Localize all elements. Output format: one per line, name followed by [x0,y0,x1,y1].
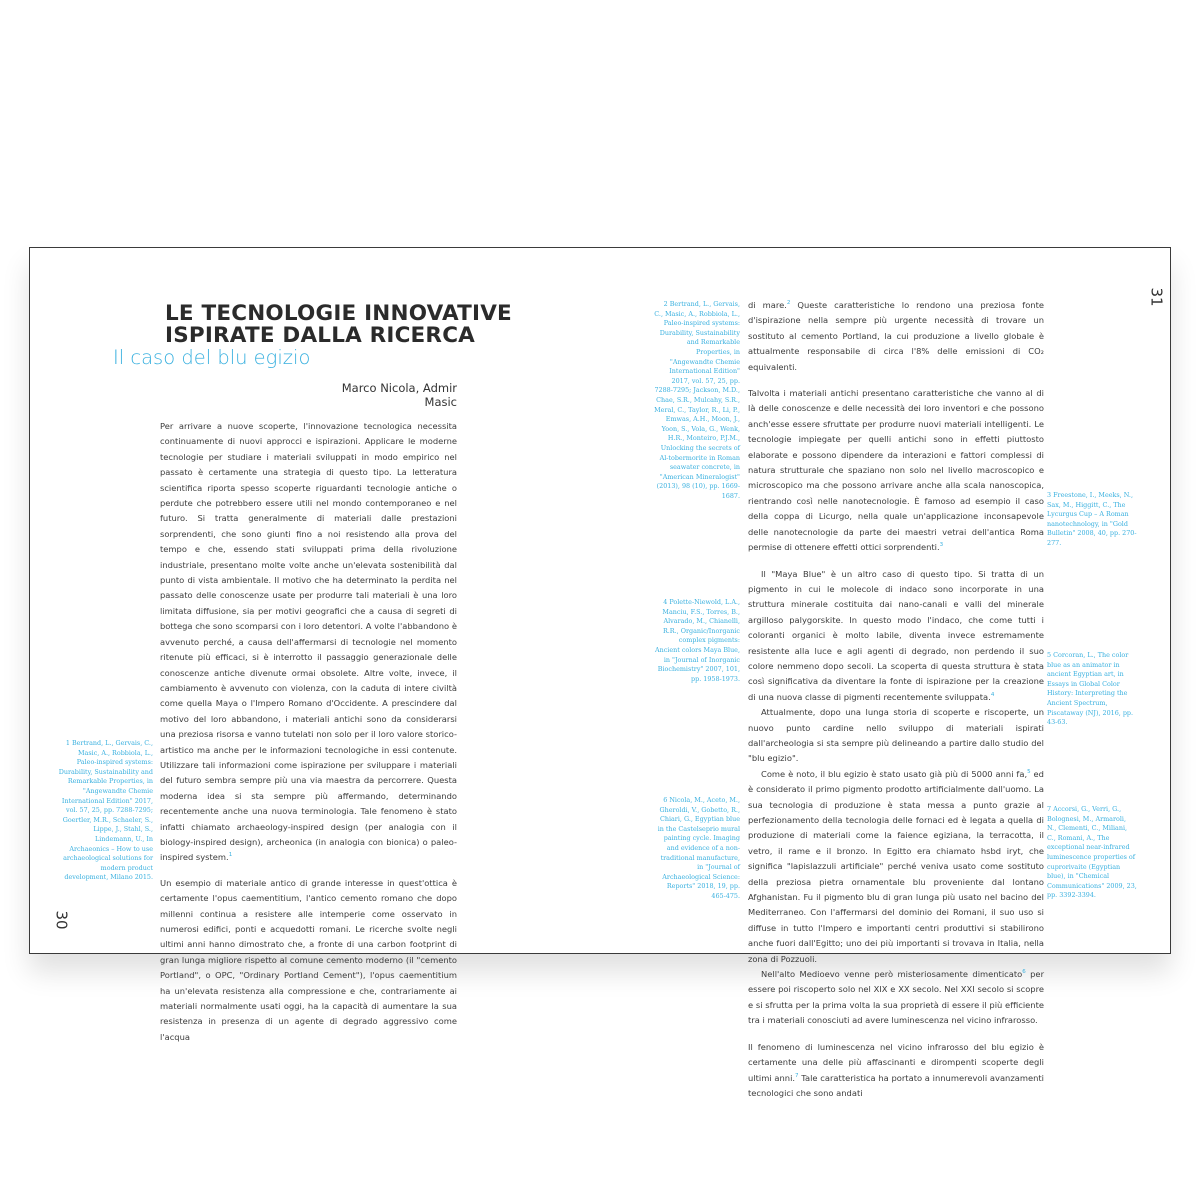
title-line-1: LE TECNOLOGIE INNOVATIVE [165,301,512,326]
footnote-5: 5 Corcoran, L., The color blue as an animator in ancient Egyptian art, in Essays in Global Color History: Interpreting the Ancient Spectrum, Piscataway (NJ), 2016, pp. 43-63. [1047,651,1134,727]
paragraph: Come è noto, il blu egizio è stato usato già più di 5000 anni fa,$^5$ ed è considerato il primo pigmento prodotto artificialmente dall'uomo. La sua tecnologia di produzione è stata messa a punto grazie al perfezionamento della tecnologia delle fornaci ed è legata a quella di produzione di materiali come la faience egiziana, la terracotta, il vetro, il rame e il bronzo. In Egitto era chiamato hsbd iryt, che significa "lapislazzuli artificiale" perché veniva usato come sostituto della preziosa pietra ornamentale blu proveniente dal lontano Afghanistan. Fu il pigmento blu di gran lunga più usato nel bacino del Mediterraneo. Con l'affermarsi del dominio dei Romani, il suo uso si diffuse in tutto l'Impero e importanti centri produttivi si stabilirono anche fuori dall'Egitto; uno dei più importanti si trovava in Italia, nella zona di Pozzuoli. [748,768,1044,964]
paragraph: Attualmente, dopo una lunga storia di scoperte e riscoperte, un nuovo punto cardine nello sviluppo di materiali ispirati dall'archeologia si sta sempre più delineando a partire dallo studio del "blu egizio". [748,707,1044,764]
article-title [165,303,512,347]
magazine-spread [29,247,1171,1098]
footnote-ref: 6 [1022,969,1026,976]
article-authors: Marco Nicola, Admir Masic [341,381,457,409]
paragraph: Per arrivare a nuove scoperte, l'innovazione tecnologica necessita continuamente di nuovi approcci e ispirazioni. Applicare le moderne tecnologie per studiare i materiali sviluppati in modo empirico nel passato è certamente una strategia di questo tipo. La letteratura scientifica riporta spesso scoperte riguardanti tecnologie antiche o perdute che potrebbero essere utili nel mondo contemporaneo e nel futuro. Si tratta generalmente di materiali dalle prestazioni sorprendenti, che sono giunti fino a noi resistendo alla prova del tempo e che, essendo stati sviluppati prima della rivoluzione industriale, presentano molte volte anche un'elevata sostenibilità dal punto di vista ambientale. Il motivo che ha determinato la perdita nel passato delle conoscenze usate per produrre tali materiali è una loro limitata diffusione, sia per motivi geografici che a causa di segreti di bottega che sono scomparsi con i loro detentori. A volte l'abbandono è avvenuto perché, a causa dell'affermarsi di tecnologie nel momento ritenute più efficaci, si è interrotto il passaggio generazionale delle conoscenze antiche divenute ormai obsolete. Altre volte, invece, il cambiamento è avvenuto con violenza, con la caduta di intere civiltà come quella Maya o l'Impero Romano d'Occidente. A prescindere dal motivo del loro abbandono, i materiali antichi sono da considerarsi una preziosa risorsa e vanno tutelati non solo per il loro valore storico-artistico ma anche per le informazioni tecnologiche in essi contenute. Utilizzare tali informazioni come ispirazione per sviluppare i materiali del futuro sembra sempre più una via maestra da percorrere. Questa moderna idea si sta sempre più affermando, determinando recentemente anche una nuova terminologia. Tale fenomeno è stato infatti chiamato archaeology-inspired design (per analogia con il biology-inspired design), archeonica (in analogia con bionica) o paleo-inspired system.$^1$ [160,421,457,863]
footnote-ref: 1 [228,852,233,859]
footnote-ref: 5 [1027,769,1031,775]
footnote-7: 7 Accorsi, G., Verri, G., Bolognesi, M., Armaroli, N., Clementi, C., Miliani, C., Romani, A., The exceptional near-infrared luminescence properties of cuprorivaite (Egyptian blue), in "Chemical Communications" 2009, 23, pp. 3392-3394. [1047,805,1137,900]
footnote-3: 3 Freestone, I., Meeks, N., Sax, M., Higgitt, C., The Lycurgus Cup – A Roman nanotechnology, in "Gold Bulletin" 2008, 40, pp. 270-277. [1047,491,1137,547]
footnote-ref: 7 [795,1072,799,1079]
footnote-ref: 4 [990,691,995,698]
paragraph: di mare.$^2$ Queste caratteristiche lo rendono una preziosa fonte d'ispirazione nella sempre più urgente necessità di trovare un sostituto al cemento Portland, la cui produzione a livello globale è attualmente responsabile di circa l'8% delle emissioni di CO₂ equivalenti. [748,300,1044,372]
footnote-ref: 3 [939,542,944,549]
footnote-6: 6 Nicola, M., Aceto, M., Gheroldi, V., Gobetto, R., Chiari, G., Egyptian blue in the Castelseprio mural painting cycle. Imaging and evidence of a non-traditional manufacture, in "Journal of Archaeological Science: Reports" 2018, 19, pp. 465-475. [657,796,740,900]
footnote-ref: 2 [786,300,791,307]
footnote-2: 2 Bertrand, L., Gervais, C., Masic, A., Robbiola, L., Paleo-inspired systems: Durability, Sustainability and Remarkable Properties, in "Angewandte Chemie International Edition" 2017, vol. 57, 25, pp. 7288-7295; Jackson, M.D., Chae, S.R., Mulcahy, S.R., Meral, C., Taylor, R., Li, P., Emwas, A.H., Moon, J., Yoon, S., Vola, G., Wenk, H.R., Monteiro, P.J.M., Unlocking the secrets of Al-tobermorite in Roman seawater concrete, in "American Mineralogist" (2013), 98 (10), pp. 1669-1687. [654,300,740,500]
body-column-right [748,298,1044,1112]
paragraph: Talvolta i materiali antichi presentano caratteristiche che vanno al di là delle conoscenze e delle necessità dei loro inventori e che possono anch'esse essere sfruttate per produrre nuovi materiali intelligenti. Le tecnologie impiegate per quelli antichi sono in effetti piuttosto elaborate e possono dipendere da interazioni e fattori complessi di natura strutturale che spaziano non solo nel livello macroscopico e microscopico ma che possono arrivare anche alla scala nanoscopica, rientrando così nelle nanotecnologie. È famoso ad esempio il caso della coppa di Licurgo, nella quale un'applicazione inconsapevole delle nanotecnologie da parte dei maestri vetrai dell'antica Roma permise di ottenere effetti ottici sorprendenti.$^3$ [748,388,1044,553]
body-column-left [160,419,457,1056]
footnote-1: 1 Bertrand, L., Gervais, C., Masic, A., Robbiola, L., Paleo-inspired systems: Durability, Sustainability and Remarkable Properties, in "Angewandte Chemie International Edition" 2017, vol. 57, 25, pp. 7288-7295; Goertler, M.R., Schaeler, S., Lippe, J., Stahl, S., Lindemann, U., In Archaeonics – How to use archaeological solutions for modern product development, Milano 2015. [58,739,153,882]
paragraph: Il fenomeno di luminescenza nel vicino infrarosso del blu egizio è certamente una delle più affascinanti e dirompenti scoperte degli ultimi anni.$^7$ Tale caratteristica ha portato a innumerevoli avanzamenti tecnologici che sono andati [748,1041,1044,1098]
page-number-right: 31 [1147,287,1166,307]
paragraph: Nell'alto Medioevo venne però misteriosamente dimenticato$^6$ per essere poi riscoperto solo nel XIX e XX secolo. Nel XXI secolo si scopre e si sfrutta per la prima volta la sua proprietà di essere il più efficiente tra i materiali conosciuti ad avere luminescenza nel vicino infrarosso. [748,969,1044,1026]
article-subtitle: Il caso del blu egizio [113,346,311,369]
title-line-2: ISPIRATE DALLA RICERCA [165,323,476,348]
footnote-4: 4 Polette-Niewold, L.A., Manciu, F.S., Torres, B., Alvarado, M., Chianelli, R.R., Organic/Inorganic complex pigments: Ancient colors Maya Blue, in "Journal of Inorganic Biochemistry" 2007, 101, pp. 1958-1973. [654,598,740,683]
paragraph: Un esempio di materiale antico di grande interesse in quest'ottica è certamente l'opus caementitium, l'antico cemento romano che dopo millenni continua a resistere alle intemperie come osservato in numerosi edifici, ponti e acquedotti romani. Le ricerche svolte negli ultimi anni hanno dimostrato che, a fronte di una carbon footprint di gran lunga migliore rispetto al comune cemento moderno (il "cemento Portland", o OPC, "Ordinary Portland Cement"), l'opus caementitium ha un'elevata resistenza alla compressione e che, contrariamente ai materiali normalmente usati oggi, ha la capacità di aumentare la sua resistenza in presenza di un agente di degrado aggressivo come l'acqua [160,877,457,1042]
page-number-left: 30 [52,910,71,930]
paragraph: Il "Maya Blue" è un altro caso di questo tipo. Si tratta di un pigmento in cui le molecole di indaco sono incorporate in una struttura minerale costituita dai nano-canali e valli del minerale argilloso palygorskite. In questo modo l'indaco, che come tutti i coloranti organici è molto labile, diventa invece estremamente resistente alla luce e agli agenti di degrado, non perdendo il suo colore nemmeno dopo secoli. La scoperta di questa struttura è stata così significativa da diventare la fonte di ispirazione per la creazione di una nuova classe di pigmenti recentemente sviluppata.$^4$ [748,568,1044,702]
